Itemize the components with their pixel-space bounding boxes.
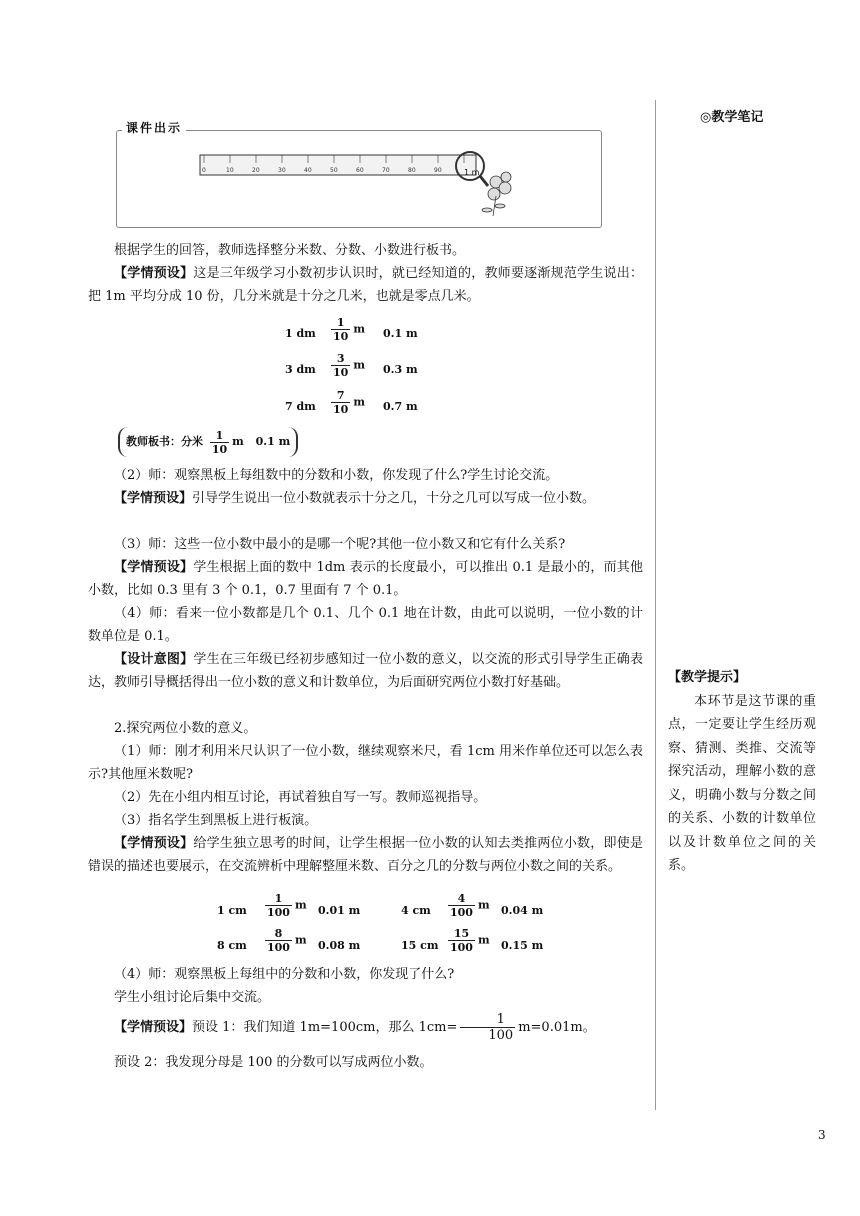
tag-label: 【学情预设】 <box>114 1020 193 1035</box>
paragraph-text: 引导学生说出一位小数就表示十分之几，十分之几可以写成一位小数。 <box>192 491 596 506</box>
cm-value: 15 cm <box>401 939 439 952</box>
paragraph-text: 给学生独立思考的时间，让学生根据一位小数的认知去类推两位小数，即使是错误的描述也要展示，在交流辨析中理解整厘米数、百分之几的分数与两位小数之间的关系。 <box>88 836 643 874</box>
tag-label: 【学情预设】 <box>114 560 194 575</box>
ruler-tick-label: 90 <box>434 167 442 174</box>
paragraph <box>88 262 643 308</box>
decimal-value: 0.7 m <box>383 400 418 413</box>
teaching-tip <box>668 666 816 878</box>
paragraph: 根据学生的回答，教师选择整分米数、分数、小数进行板书。 <box>114 243 466 258</box>
cm-value: 8 cm <box>217 939 247 952</box>
ruler-unit-label: 1 m <box>464 168 480 177</box>
paragraph: 学生小组讨论后集中交流。 <box>114 990 271 1005</box>
cm-value: 4 cm <box>401 904 431 917</box>
paragraph <box>88 1012 643 1043</box>
paragraph: 预设 2：我发现分母是 100 的分数可以写成两位小数。 <box>114 1055 433 1070</box>
tip-text: 本环节是这节课的重点，一定要让学生经历观察、猜测、类推、交流等探究活动，理解小数的意义，明确小数与分数之间的关系、小数的计数单位以及计数单位之间的关系。 <box>668 693 816 873</box>
ruler-tick-label: 50 <box>330 167 338 174</box>
tag-label: 【设计意图】 <box>114 652 194 667</box>
dm-value: 1 dm <box>285 327 316 340</box>
tag-label: 【学情预设】 <box>114 491 193 506</box>
paragraph <box>88 832 643 878</box>
paragraph: （2）先在小组内相互讨论，再试着独自写一写。教师巡视指导。 <box>114 790 487 805</box>
paragraph-text: 学生根据上面的数中 1dm 表示的长度最小，可以推出 0.1 是最小的，而其他小数，比如 0.3 里有 3 个 0.1，0.7 里面有 7 个 0.1。 <box>88 560 643 598</box>
fraction: $\frac{1}{10}$ m <box>333 316 365 343</box>
ruler-tick-label: 40 <box>304 167 312 174</box>
paragraph-text: m=0.01m。 <box>518 1020 596 1035</box>
dm-value: 3 dm <box>285 363 316 376</box>
ruler-tick-label: 20 <box>252 167 260 174</box>
paragraph-text: 这是三年级学习小数初步认识时，就已经知道的，教师要逐渐规范学生说出：把 1m 平均分成 10 份，几分米就是十分之几米，也就是零点几米。 <box>88 266 643 304</box>
ruler-tick-label: 10 <box>226 167 234 174</box>
paragraph <box>88 556 643 602</box>
paragraph: （4）师：观察黑板上每组中的分数和小数，你发现了什么? <box>114 967 455 982</box>
paragraph-text: 预设 1：我们知道 1m=100cm，那么 1cm= <box>192 1020 458 1035</box>
paragraph: （3）指名学生到黑板上进行板演。 <box>114 813 318 828</box>
paragraph <box>88 487 643 510</box>
fraction: $\frac{7}{10}$ m <box>333 389 365 416</box>
dm-value: 7 dm <box>285 400 316 413</box>
ruler-tick-label: 30 <box>278 167 286 174</box>
decimal-value: 0.04 m <box>501 904 544 917</box>
paragraph: （4）师：看来一位小数都是几个 0.1、几个 0.1 地在计数，由此可以说明，一位小数的计数单位是 0.1。 <box>88 606 643 644</box>
section-heading: 2.探究两位小数的意义。 <box>114 721 257 736</box>
tag-label: 【学情预设】 <box>114 836 194 851</box>
fraction: $\frac{15}{100}$ m <box>450 927 490 954</box>
teaching-notes-header: ◎教学笔记 <box>700 110 764 125</box>
fraction: $\frac{8}{100}$ m <box>267 927 307 954</box>
ruler-tick-label: 70 <box>382 167 390 174</box>
ruler-tick-label: 80 <box>408 167 416 174</box>
decimal-value: 0.15 m <box>501 939 544 952</box>
margin-divider <box>655 100 656 1110</box>
flower-decoration-icon <box>482 172 511 216</box>
fraction: $\frac{3}{10}$ m <box>333 352 365 379</box>
decimal-value: 0.08 m <box>318 939 361 952</box>
paragraph-text: 学生在三年级已经初步感知过一位小数的意义，以交流的形式引导学生正确表达，教师引导概括得出一位小数的意义和计数单位，为后面研究两位小数打好基础。 <box>88 652 643 690</box>
tag-label: 【学情预设】 <box>114 266 194 281</box>
decimal-value: 0.01 m <box>318 904 361 917</box>
board-label: 教师板书：分米 <box>126 435 203 448</box>
fraction: $\frac{1}{100}$ m <box>267 892 307 919</box>
paragraph <box>88 648 643 694</box>
page-number: 3 <box>818 1128 826 1142</box>
teacher-board-note: 教师板书：分米 $\frac{1}{10}$ m 0.1 m <box>118 427 298 457</box>
ruler-tick-label: 0 <box>202 167 206 174</box>
courseware-title: 课件出示 <box>122 119 186 136</box>
paragraph: （2）师：观察黑板上每组数中的分数和小数，你发现了什么?学生讨论交流。 <box>114 468 559 483</box>
ruler-tick-label: 60 <box>356 167 364 174</box>
cm-value: 1 cm <box>217 904 247 917</box>
decimal-value: 0.3 m <box>383 363 418 376</box>
tip-title: 【教学提示】 <box>668 670 747 685</box>
paragraph: （3）师：这些一位小数中最小的是哪一个呢?其他一位小数又和它有什么关系? <box>114 537 566 552</box>
paragraph: （1）师：刚才利用米尺认识了一位小数，继续观察米尺，看 1cm 用米作单位还可以怎么表示?其他厘米数呢? <box>88 744 643 782</box>
fraction: $\frac{1}{100}$ <box>460 1012 515 1043</box>
fraction: $\frac{4}{100}$ m <box>450 892 490 919</box>
decimal-value: 0.1 m <box>383 327 418 340</box>
meter-ruler-illustration <box>196 148 526 223</box>
